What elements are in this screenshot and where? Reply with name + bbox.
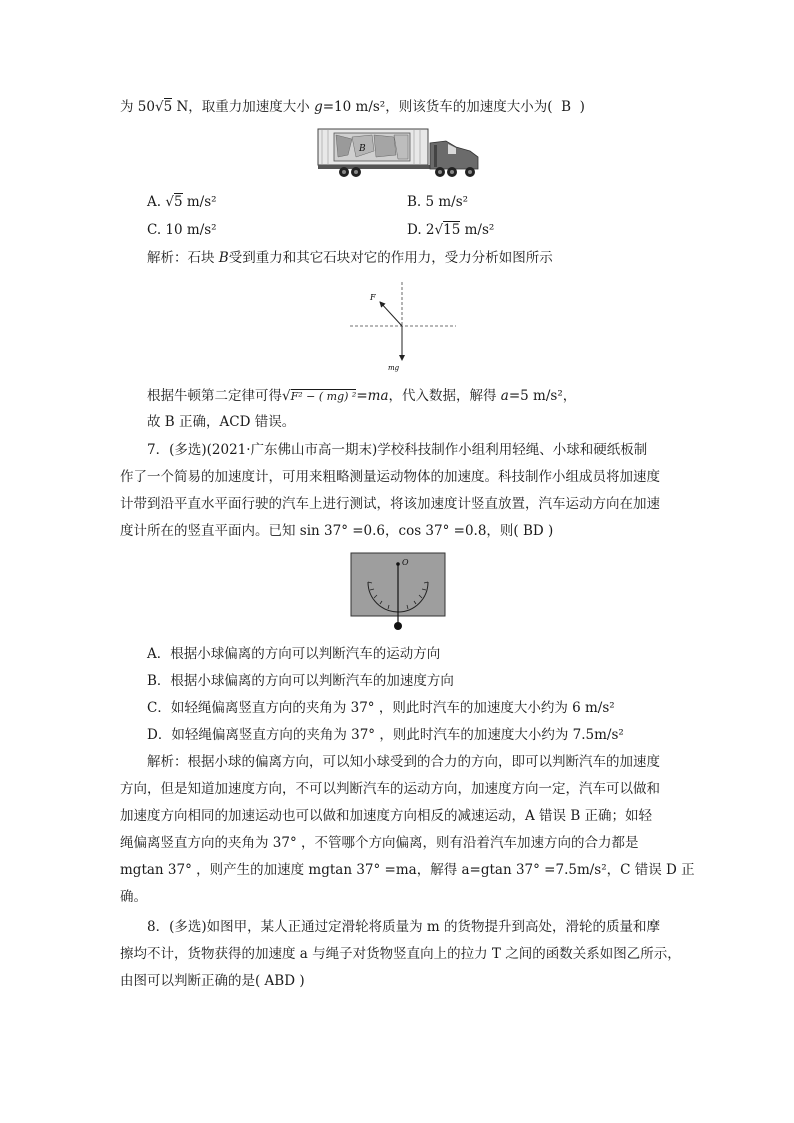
force-label-f: F [370, 293, 376, 302]
q6-analysis-var: B [218, 250, 229, 266]
q7-option: A．根据小球偏离的方向可以判断汽车的运动方向 [147, 646, 441, 662]
q7-line: 作了一个简易的加速度计，可用来粗略测量运动物体的加速度。科技制作小组成员将加速度 [120, 469, 660, 485]
q6-option-c: C. 10 m/s² [147, 222, 217, 238]
q7-analysis-line: 加速度方向相同的加速运动也可以做和加速度方向相反的减速运动，A 错误 B 正确；如轻 [120, 808, 653, 824]
q6-option-a-sqrt: 5 [173, 194, 183, 210]
q6-analysis-a: 解析：石块 [147, 250, 219, 266]
q7-analysis-line: mgtan 37° ，则产生的加速度 mgtan 37° =ma，解得 a=gtan 37° =7.5m/s²，C 错误 D 正 [120, 862, 695, 878]
q7-analysis-line: 确。 [120, 889, 147, 905]
q6-option-d [407, 220, 494, 240]
q6-close: ) [579, 99, 585, 115]
q6-option-d-unit: m/s² [460, 222, 495, 238]
q6-option-a [147, 192, 217, 212]
q6-option-d-label: D. 2 [407, 222, 435, 238]
q6-newton-sub: ，代入数据，解得 [388, 388, 501, 404]
q7-line: 7．(多选)(2021·广东佛山市高一期末)学校科技制作小组利用轻绳、小球和硬纸板制 [147, 442, 648, 458]
q7-option: B．根据小球偏离的方向可以判断汽车的加速度方向 [147, 673, 454, 689]
q6-newton-radicand: F² − ( mg) ² [290, 390, 357, 403]
q6-option-a-unit: m/s² [182, 194, 217, 210]
q6-newton-ma: ma [367, 388, 389, 404]
q6-analysis [147, 248, 553, 268]
sqrt-sign: √ [165, 194, 174, 210]
q7-line: 计带到沿平直水平面行驶的汽车上进行测试，将该加速度计竖直放置，汽车运动方向在加速 [120, 496, 660, 512]
accelerometer-figure [350, 552, 446, 632]
truck-figure [314, 127, 484, 181]
q7-analysis-line: 解析：根据小球的偏离方向，可以知小球受到的合力的方向，即可以判断汽车的加速度 [147, 754, 660, 770]
q6-stem-unit: N，取重力加速度大小 [172, 99, 315, 115]
q6-g-var: g [314, 99, 323, 115]
q7-analysis-line: 绳偏离竖直方向的夹角为 37° ，不管哪个方向偏离，则有沿着汽车加速方向的合力都是 [120, 835, 639, 851]
force-diagram [348, 280, 458, 374]
q6-option-d-sqrt: 15 [443, 222, 461, 238]
q8-line: 擦均不计，货物获得的加速度 a 与绳子对货物竖直向上的拉力 T 之间的函数关系如图乙所示， [120, 946, 681, 962]
q6-newton-prefix: 根据牛顿第二定律可得 [147, 388, 282, 404]
q6-stem [120, 97, 585, 117]
q7-line: 度计所在的竖直平面内。已知 sin 37° =0.6，cos 37° =0.8，则( BD ) [120, 523, 554, 539]
q6-stem-sqrt: 5 [163, 99, 173, 115]
pivot-label-o: O [402, 558, 409, 567]
q6-newton [147, 386, 576, 407]
q6-option-a-label: A. [147, 194, 162, 210]
sqrt-sign: √ [154, 99, 164, 115]
q6-option-b: B. 5 m/s² [407, 194, 469, 210]
q6-newton-result: =5 m/s²， [508, 388, 577, 404]
force-label-mg: mg [388, 364, 400, 372]
q6-newton-eq: = [356, 388, 368, 404]
q8-line: 由图可以判断正确的是( ABD ) [120, 973, 305, 989]
truck-label-b: B [359, 144, 366, 154]
q7-option: D．如轻绳偏离竖直方向的夹角为 37° ，则此时汽车的加速度大小约为 7.5m/s² [147, 727, 624, 743]
q6-conclusion: 故 B 正确，ACD 错误。 [147, 414, 296, 430]
q6-answer: B [561, 99, 572, 115]
q7-option: C．如轻绳偏离竖直方向的夹角为 37° ，则此时汽车的加速度大小约为 6 m/s² [147, 700, 615, 716]
sqrt-sign: √ [434, 222, 444, 238]
sqrt-sign: √ [282, 388, 291, 404]
q8-line: 8．(多选)如图甲，某人正通过定滑轮将质量为 m 的货物提升到高处，滑轮的质量和摩 [147, 919, 661, 935]
q6-analysis-c: 受到重力和其它石块对它的作用力，受力分析如图所示 [228, 250, 553, 266]
q7-analysis-line: 方向，但是知道加速度方向，不可以判断汽车的运动方向，加速度方向一定，汽车可以做和 [120, 781, 660, 797]
q6-stem-g: =10 m/s²，则该货车的加速度大小为( [322, 99, 553, 115]
q6-stem-prefix: 为 50 [120, 99, 155, 115]
q6-newton-a: a [500, 388, 509, 404]
